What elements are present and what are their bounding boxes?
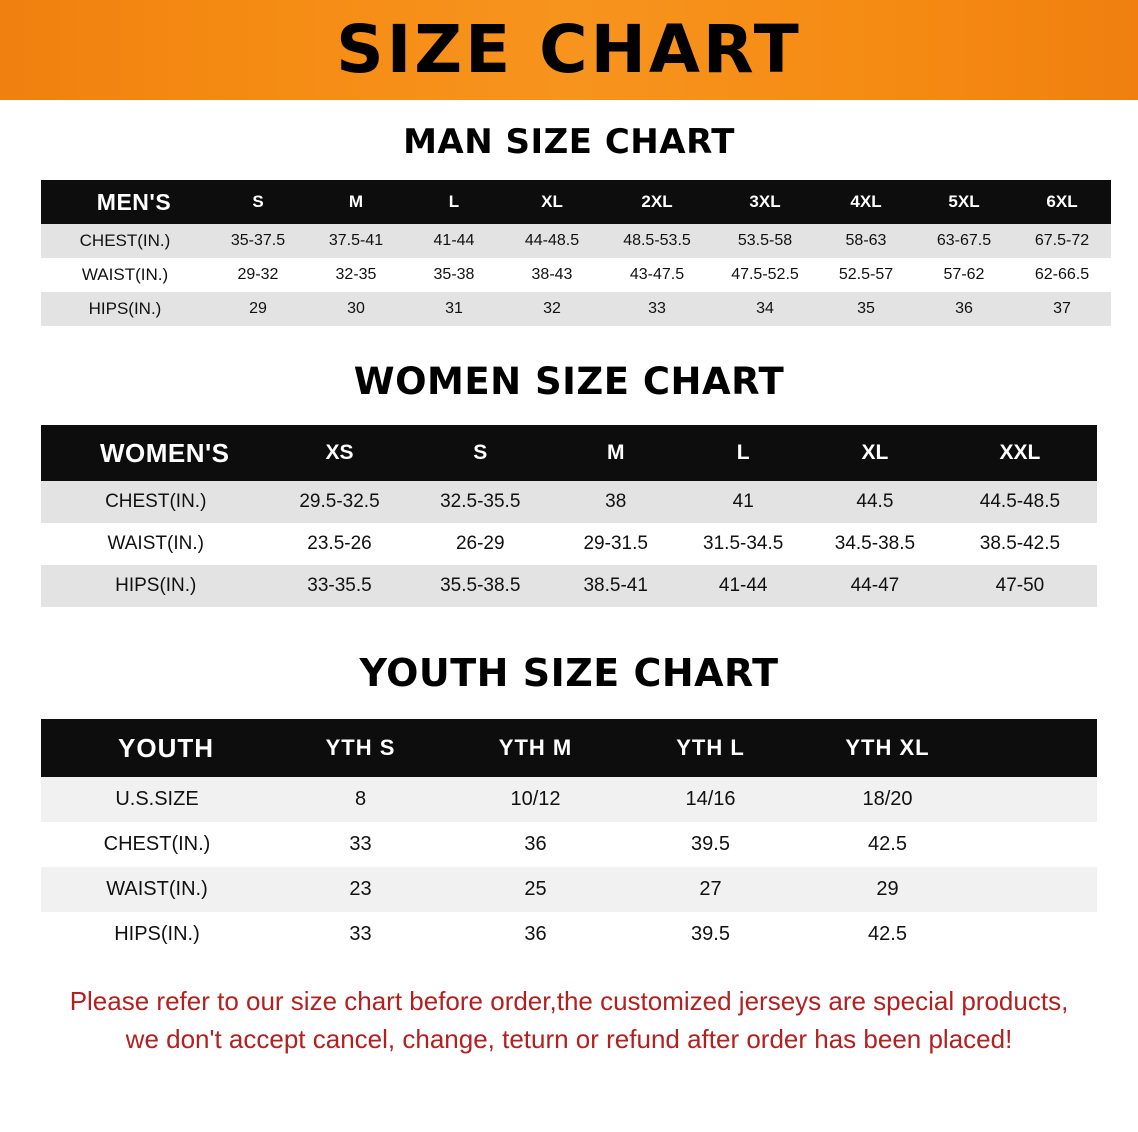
table-cell: 67.5-72 bbox=[1034, 232, 1090, 249]
table-cell: 35 bbox=[857, 300, 875, 317]
table-cell: 32-35 bbox=[335, 266, 377, 283]
column-header: WOMEN'S bbox=[41, 425, 270, 481]
table-cell: 36 bbox=[524, 833, 547, 855]
return-policy-note bbox=[21, 983, 1117, 1058]
column-header: 5XL bbox=[915, 180, 1013, 224]
column-header: 3XL bbox=[713, 180, 817, 224]
table-cell-empty bbox=[977, 867, 1097, 912]
row-label: HIPS(IN.) bbox=[88, 299, 162, 318]
table-header-row bbox=[41, 719, 1097, 777]
table-cell: 34 bbox=[756, 300, 774, 317]
table-cell: 44-47 bbox=[850, 575, 900, 596]
table-cell: 38.5-41 bbox=[583, 575, 648, 596]
table-cell: 42.5 bbox=[868, 923, 907, 945]
page-title: SIZE CHART bbox=[336, 11, 802, 88]
table-row bbox=[41, 777, 1097, 822]
table-row bbox=[41, 523, 1097, 565]
column-header: YTH L bbox=[623, 719, 798, 777]
table-cell: 53.5-58 bbox=[737, 232, 793, 249]
table-cell: 41-44 bbox=[433, 232, 475, 249]
table-cell: 8 bbox=[354, 788, 367, 810]
table-cell: 31.5-34.5 bbox=[703, 533, 784, 554]
row-label: WAIST(IN.) bbox=[81, 265, 169, 284]
women-size-table-container bbox=[41, 425, 1097, 607]
table-cell: 36 bbox=[524, 923, 547, 945]
table-cell: 39.5 bbox=[691, 833, 730, 855]
column-header: L bbox=[405, 180, 503, 224]
table-cell: 23 bbox=[349, 878, 372, 900]
row-label: HIPS(IN.) bbox=[114, 923, 200, 945]
table-row bbox=[41, 565, 1097, 607]
table-cell: 42.5 bbox=[868, 833, 907, 855]
man-section-title: MAN SIZE CHART bbox=[403, 122, 735, 162]
youth-size-table bbox=[41, 719, 1097, 957]
table-cell: 14/16 bbox=[685, 788, 736, 810]
table-cell: 35-37.5 bbox=[230, 232, 286, 249]
table-cell: 41-44 bbox=[718, 575, 768, 596]
table-row bbox=[41, 822, 1097, 867]
row-label: WAIST(IN.) bbox=[107, 533, 204, 554]
column-header: YOUTH bbox=[41, 719, 273, 777]
table-cell: 33 bbox=[349, 833, 372, 855]
table-cell-empty bbox=[977, 912, 1097, 957]
row-label: CHEST(IN.) bbox=[103, 833, 211, 855]
size-chart-banner bbox=[0, 0, 1138, 100]
table-cell: 25 bbox=[524, 878, 547, 900]
column-header: 6XL bbox=[1013, 180, 1111, 224]
youth-size-table-container bbox=[41, 719, 1097, 957]
table-cell-empty bbox=[977, 777, 1097, 822]
table-cell: 27 bbox=[699, 878, 722, 900]
table-cell: 44.5-48.5 bbox=[979, 491, 1061, 512]
column-header: L bbox=[679, 425, 806, 481]
column-header: XL bbox=[503, 180, 601, 224]
row-label: CHEST(IN.) bbox=[105, 491, 207, 512]
table-cell: 38.5-42.5 bbox=[979, 533, 1061, 554]
table-cell: 48.5-53.5 bbox=[623, 232, 691, 249]
table-cell: 39.5 bbox=[691, 923, 730, 945]
column-header: 4XL bbox=[817, 180, 915, 224]
table-cell: 32.5-35.5 bbox=[440, 491, 521, 512]
table-cell: 26-29 bbox=[455, 533, 505, 554]
table-cell: 41 bbox=[732, 491, 754, 512]
note-line-1: Please refer to our size chart before order,the customized jerseys are special products, bbox=[69, 986, 1069, 1016]
table-cell-empty bbox=[977, 822, 1097, 867]
column-header: YTH M bbox=[448, 719, 623, 777]
row-label: HIPS(IN.) bbox=[115, 575, 197, 596]
row-label: CHEST(IN.) bbox=[79, 231, 171, 250]
table-cell: 35-38 bbox=[433, 266, 475, 283]
table-cell: 32 bbox=[543, 300, 561, 317]
table-cell: 37.5-41 bbox=[328, 232, 384, 249]
table-cell: 33-35.5 bbox=[307, 575, 372, 596]
table-cell: 35.5-38.5 bbox=[440, 575, 521, 596]
column-header: XXL bbox=[943, 425, 1097, 481]
table-cell: 18/20 bbox=[862, 788, 913, 810]
table-cell: 37 bbox=[1053, 300, 1071, 317]
table-cell: 23.5-26 bbox=[307, 533, 372, 554]
column-header: S bbox=[209, 180, 307, 224]
table-cell: 43-47.5 bbox=[629, 266, 685, 283]
youth-section-title: YOUTH SIZE CHART bbox=[359, 651, 779, 695]
column-header: XS bbox=[270, 425, 408, 481]
table-cell: 36 bbox=[955, 300, 973, 317]
table-cell: 34.5-38.5 bbox=[834, 533, 916, 554]
column-header: M bbox=[307, 180, 405, 224]
row-label: WAIST(IN.) bbox=[106, 878, 208, 900]
table-cell: 29 bbox=[249, 300, 267, 317]
table-cell: 63-67.5 bbox=[936, 232, 992, 249]
column-header-spacer bbox=[977, 719, 1097, 777]
table-cell: 52.5-57 bbox=[838, 266, 894, 283]
table-header-row bbox=[41, 425, 1097, 481]
table-cell: 38 bbox=[605, 491, 627, 512]
column-header: YTH S bbox=[273, 719, 448, 777]
column-header: YTH XL bbox=[798, 719, 977, 777]
table-header-row bbox=[41, 180, 1111, 224]
table-cell: 38-43 bbox=[531, 266, 573, 283]
column-header: MEN'S bbox=[41, 180, 209, 224]
table-cell: 29-31.5 bbox=[583, 533, 648, 554]
table-cell: 30 bbox=[347, 300, 365, 317]
table-cell: 33 bbox=[349, 923, 372, 945]
column-header: 2XL bbox=[601, 180, 713, 224]
table-row bbox=[41, 292, 1111, 326]
column-header: S bbox=[409, 425, 552, 481]
table-row bbox=[41, 867, 1097, 912]
table-cell: 47-50 bbox=[995, 575, 1045, 596]
table-cell: 44.5 bbox=[856, 491, 894, 512]
table-cell: 29-32 bbox=[237, 266, 279, 283]
table-cell: 44-48.5 bbox=[524, 232, 580, 249]
table-cell: 31 bbox=[445, 300, 463, 317]
women-section-title: WOMEN SIZE CHART bbox=[353, 360, 785, 403]
table-cell: 62-66.5 bbox=[1034, 266, 1090, 283]
table-cell: 58-63 bbox=[845, 232, 887, 249]
table-cell: 47.5-52.5 bbox=[731, 266, 799, 283]
table-row bbox=[41, 224, 1111, 258]
column-header: XL bbox=[807, 425, 943, 481]
table-row bbox=[41, 481, 1097, 523]
table-cell: 57-62 bbox=[943, 266, 985, 283]
man-size-table bbox=[41, 180, 1111, 326]
table-cell: 29.5-32.5 bbox=[299, 491, 380, 512]
table-row bbox=[41, 912, 1097, 957]
table-cell: 33 bbox=[648, 300, 666, 317]
note-line-2: we don't accept cancel, change, teturn or refund after order has been placed! bbox=[125, 1023, 1013, 1054]
row-label: U.S.SIZE bbox=[115, 788, 199, 810]
column-header: M bbox=[552, 425, 679, 481]
women-size-table bbox=[41, 425, 1097, 607]
man-size-table-container bbox=[41, 180, 1097, 326]
table-cell: 29 bbox=[876, 878, 899, 900]
table-row bbox=[41, 258, 1111, 292]
table-cell: 10/12 bbox=[510, 788, 561, 810]
